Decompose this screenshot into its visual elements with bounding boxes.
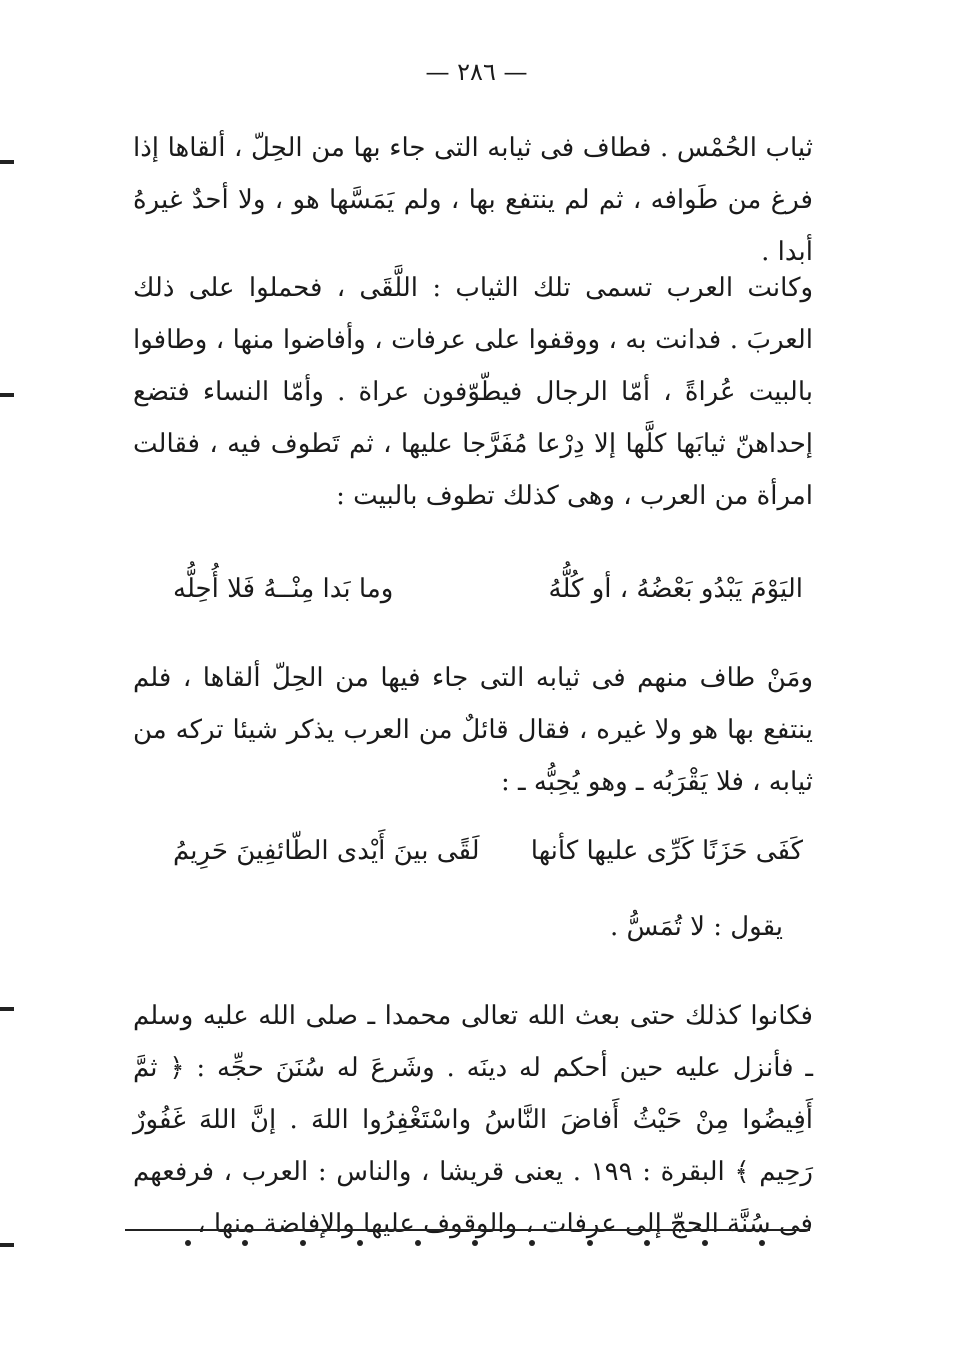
paragraph-4: فكانوا كذلك حتى بعث الله تعالى محمدا ـ صلى الله عليه وسلم ـ فأنزل عليه حين أحكم له دينَه . وشَرعَ له سُنَنَ حجِّه : ﴿ ثمَّ أَفِيضُوا مِنْ حَيْثُ أَفاضَ النَّاسُ واسْتَغْفِرُوا اللهَ . إنَّ اللهَ غَفُورٌ رَحِيم ﴾ البقرة : ١٩٩ . يعنى قريشا ، والناس : العرب ، فرفعهم فى سُنَّة الحجّ إلى عرفات ، والوقوف عليها والإفاضة منها ، [133,1001,813,1239]
dot [529,1240,535,1246]
scan-margin-mark [0,160,14,164]
verse-2-second-hemistich: لَقًى بينَ أَيْدى الطّائفِينَ حَرِيمُ [173,836,480,866]
verse-1 [173,574,803,604]
scan-margin-mark [0,393,14,397]
dot [415,1240,421,1246]
footnote-dots [185,1240,765,1246]
dot [759,1240,765,1246]
page-number: — ٢٨٦ — [425,58,528,86]
footnote-divider [125,1229,810,1231]
verse-2-first-hemistich: كَفَى حَزَنًا كَرِّى عليها كأنها [530,836,803,866]
dot [300,1240,306,1246]
paragraph-1: ثياب الحُمْس . فطاف فى ثيابه التى جاء بها من الحِلّ ، ألقاها إذا فرغ من طَوافه ، ثم لم ينتفع بها ، ولم يَمَسَّها هو ، ولا أحدٌ غيرهُ أبدا . [133,133,813,267]
verse-2 [173,836,803,866]
dot [587,1240,593,1246]
scan-margin-mark [0,1007,14,1011]
dot [644,1240,650,1246]
verse-note: يقول : لا تُمَسُّ . [609,912,783,942]
paragraph-3: ومَنْ طاف منهم فى ثيابه التى جاء فيها من الحِلّ ألقاها ، فلم ينتفع بها هو ولا غيره ، فقال قائلٌ من العرب يذكر شيئا تركه من ثيابه ، فلا يَقْرَبُه ـ وهو يُحِبُّه ـ : [133,663,813,797]
dot [242,1240,248,1246]
verse-1-second-hemistich: وما بَدا مِنْــهُ فَلا أُحِلُّه [173,574,394,604]
verse-1-first-hemistich: اليَوْمَ يَبْدُو بَعْضُهُ ، أو كُلُّهُ [548,574,803,604]
scan-margin-mark [0,1243,14,1247]
dot [472,1240,478,1246]
dot [185,1240,191,1246]
dot [357,1240,363,1246]
dot [702,1240,708,1246]
paragraph-2: وكانت العرب تسمى تلك الثياب : اللَّقَى ، فحملوا على ذلك العربَ . فدانت به ، ووقفوا على عرفات ، وأفاضوا منها ، وطافوا بالبيت عُراةً ، أمّا الرجال فيطّوّفون عراة . وأمّا النساء فتضع إحداهنّ ثيابَها كلَّها إلا دِرْعا مُفَرَّجا عليها ، ثم تَطوف فيه ، فقالت امرأة من العرب ، وهى كذلك تطوف بالبيت : [133,273,813,511]
